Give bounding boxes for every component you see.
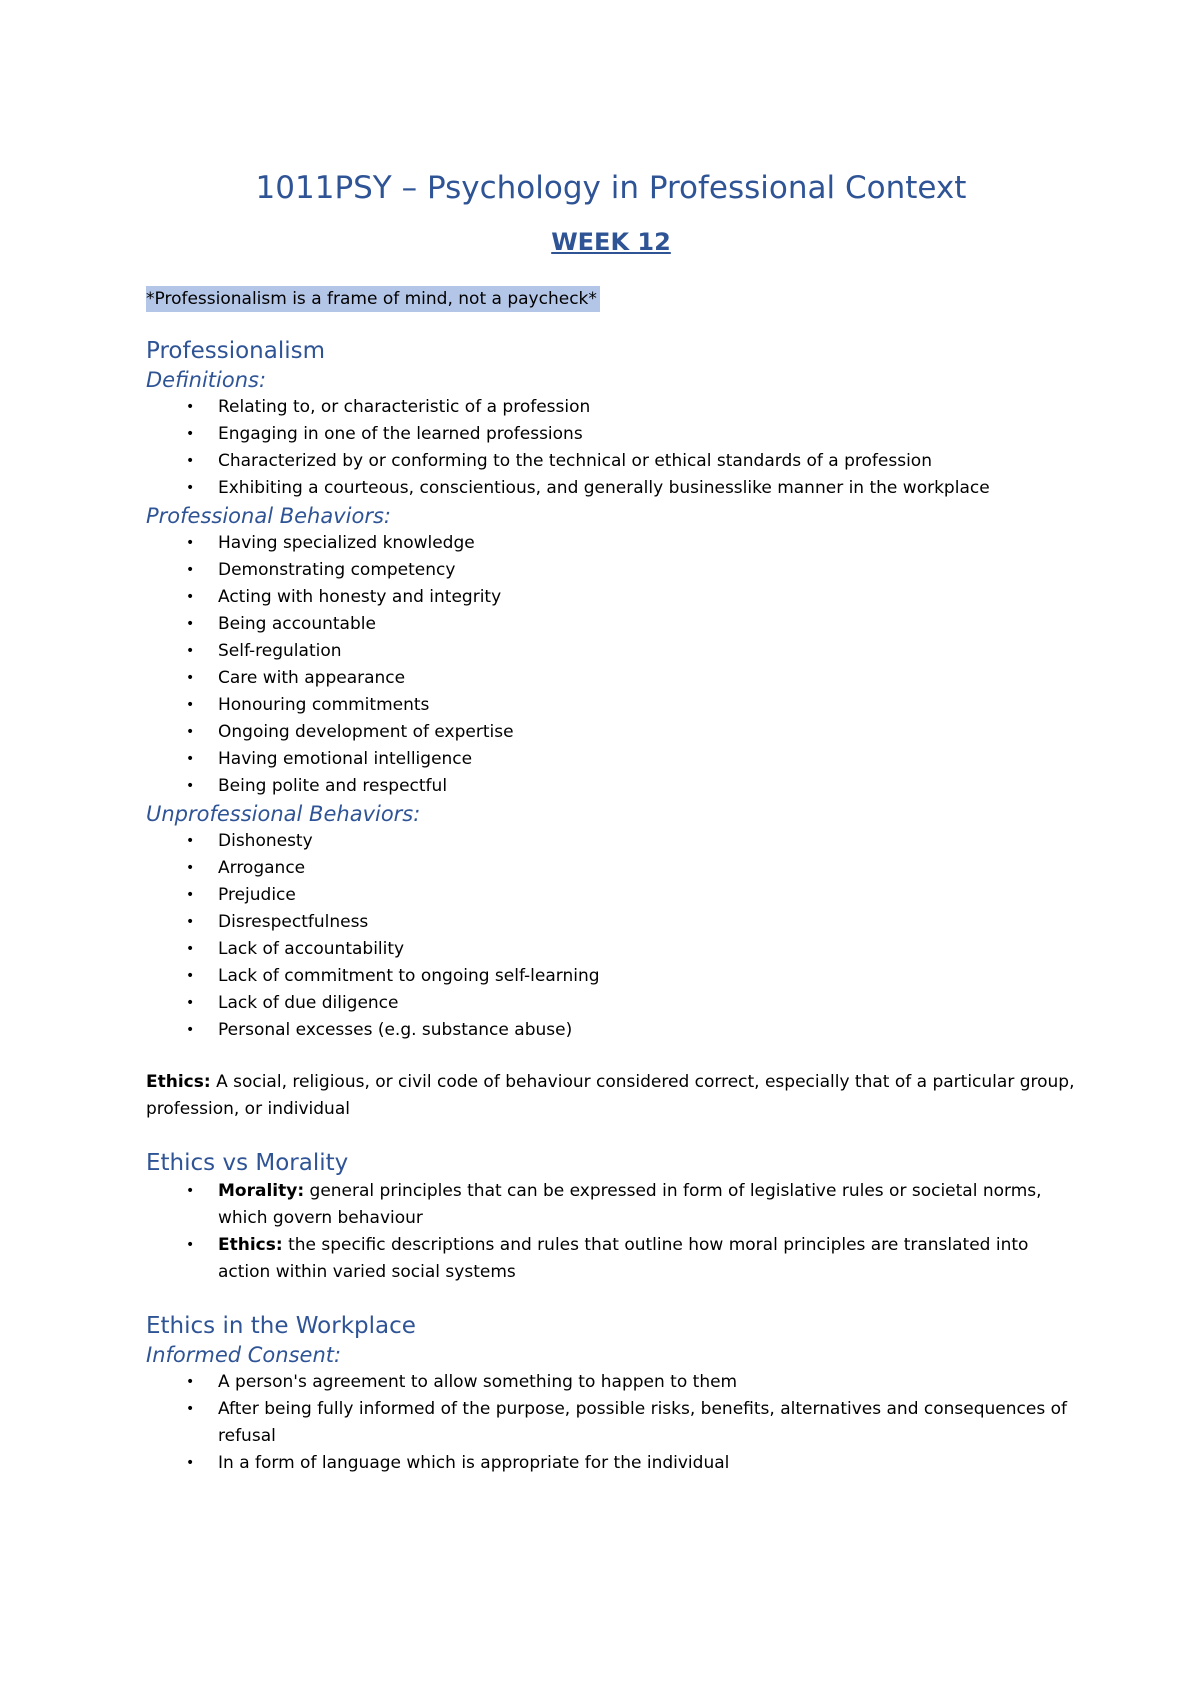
bullet-icon: • xyxy=(186,1455,195,1471)
list-item: • Personal excesses (e.g. substance abuse) xyxy=(146,1017,1076,1044)
section-heading-ethics-vs-morality: Ethics vs Morality xyxy=(146,1150,349,1176)
unprofessional-behaviors-list xyxy=(146,828,1076,1044)
bullet-icon: • xyxy=(186,589,195,605)
highlighted-quote: *Professionalism is a frame of mind, not a paycheck* xyxy=(146,286,600,312)
bullet-icon: • xyxy=(186,724,195,740)
list-item: • Care with appearance xyxy=(146,665,1076,692)
bullet-icon: • xyxy=(186,1237,195,1253)
section-heading-ethics-workplace: Ethics in the Workplace xyxy=(146,1313,416,1339)
ethics-term: Ethics: xyxy=(146,1072,211,1092)
list-item: • Prejudice xyxy=(146,882,1076,909)
bullet-icon: • xyxy=(186,453,195,469)
bullet-icon: • xyxy=(186,562,195,578)
list-item: • Being accountable xyxy=(146,611,1076,638)
list-item: • Having emotional intelligence xyxy=(146,746,1076,773)
ethics-definition xyxy=(146,1069,1076,1123)
list-item: • Characterized by or conforming to the technical or ethical standards of a profession xyxy=(146,448,1076,475)
list-item: • Ongoing development of expertise xyxy=(146,719,1076,746)
section-heading-professionalism: Professionalism xyxy=(146,338,326,364)
list-item: • Dishonesty xyxy=(146,828,1076,855)
bullet-icon: • xyxy=(186,670,195,686)
document-title: 1011PSY – Psychology in Professional Context xyxy=(255,170,967,206)
document-content xyxy=(146,168,1076,1477)
bullet-icon: • xyxy=(186,860,195,876)
bullet-icon: • xyxy=(186,914,195,930)
subheading-professional-behaviors: Professional Behaviors: xyxy=(146,504,391,528)
ethics-definition-text: A social, religious, or civil code of behaviour considered correct, especially that of a particular group, profession, or individual xyxy=(146,1072,1075,1119)
bullet-icon: • xyxy=(186,887,195,903)
list-item: • A person's agreement to allow something to happen to them xyxy=(146,1369,1076,1396)
list-item: • Relating to, or characteristic of a profession xyxy=(146,394,1076,421)
bullet-icon: • xyxy=(186,535,195,551)
bullet-icon: • xyxy=(186,480,195,496)
list-item: • Demonstrating competency xyxy=(146,557,1076,584)
list-item: • Engaging in one of the learned professions xyxy=(146,421,1076,448)
list-item: • Lack of accountability xyxy=(146,936,1076,963)
bullet-icon: • xyxy=(186,643,195,659)
bullet-icon: • xyxy=(186,751,195,767)
bullet-icon: • xyxy=(186,833,195,849)
bullet-icon: • xyxy=(186,1183,195,1199)
list-item: • Having specialized knowledge xyxy=(146,530,1076,557)
list-item: • Honouring commitments xyxy=(146,692,1076,719)
list-item: • Disrespectfulness xyxy=(146,909,1076,936)
list-item: • Morality: general principles that can be expressed in form of legislative rules or societal norms, which govern behaviour xyxy=(146,1178,1076,1232)
list-item: • Arrogance xyxy=(146,855,1076,882)
informed-consent-list xyxy=(146,1369,1076,1477)
bullet-icon: • xyxy=(186,616,195,632)
list-item: • After being fully informed of the purpose, possible risks, benefits, alternatives and consequences of refusal xyxy=(146,1396,1076,1450)
bullet-icon: • xyxy=(186,426,195,442)
bullet-icon: • xyxy=(186,941,195,957)
subheading-informed-consent: Informed Consent: xyxy=(146,1343,342,1367)
list-item: • Lack of due diligence xyxy=(146,990,1076,1017)
professional-behaviors-list xyxy=(146,530,1076,800)
bullet-icon: • xyxy=(186,1022,195,1038)
subheading-unprofessional-behaviors: Unprofessional Behaviors: xyxy=(146,802,421,826)
bullet-icon: • xyxy=(186,968,195,984)
list-item: • Being polite and respectful xyxy=(146,773,1076,800)
bullet-icon: • xyxy=(186,1401,195,1417)
list-item: • Acting with honesty and integrity xyxy=(146,584,1076,611)
bullet-icon: • xyxy=(186,1374,195,1390)
bullet-icon: • xyxy=(186,697,195,713)
quote-block xyxy=(146,286,1076,314)
list-item: • In a form of language which is appropriate for the individual xyxy=(146,1450,1076,1477)
week-heading: WEEK 12 xyxy=(551,228,671,256)
bullet-icon: • xyxy=(186,995,195,1011)
bullet-icon: • xyxy=(186,778,195,794)
ethics-vs-morality-list xyxy=(146,1178,1076,1286)
subheading-definitions: Definitions: xyxy=(146,368,267,392)
definitions-list xyxy=(146,394,1076,502)
list-item: • Exhibiting a courteous, conscientious, and generally businesslike manner in the workplace xyxy=(146,475,1076,502)
list-item: • Self-regulation xyxy=(146,638,1076,665)
list-item: • Lack of commitment to ongoing self-learning xyxy=(146,963,1076,990)
bullet-icon: • xyxy=(186,399,195,415)
list-item: • Ethics: the specific descriptions and rules that outline how moral principles are translated into action within varied social systems xyxy=(146,1232,1076,1286)
